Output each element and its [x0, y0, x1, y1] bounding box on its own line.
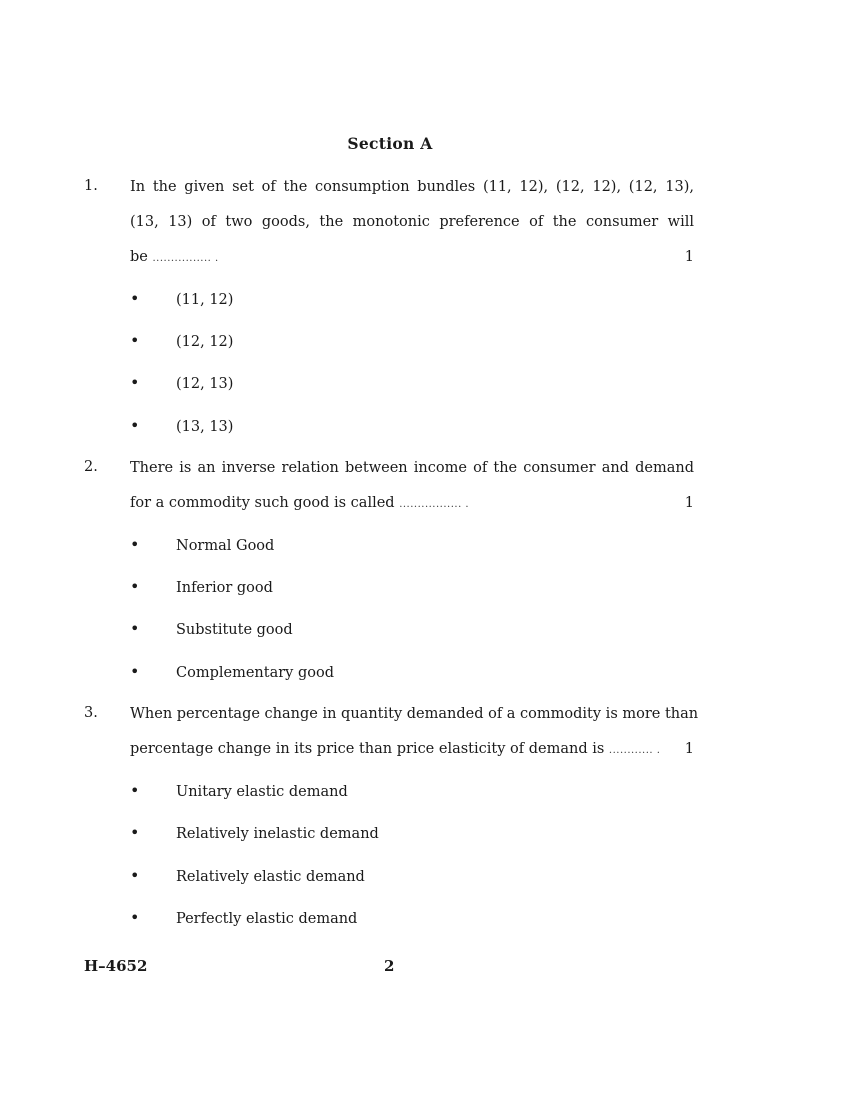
option-label: Unitary elastic demand [176, 784, 348, 800]
question-1-option-3 [130, 373, 233, 394]
question-2-option-3 [130, 619, 293, 640]
question-3-option-1 [130, 781, 348, 802]
question-2-option-1 [130, 535, 274, 556]
question-1-line-1: In the given set of the consumption bundles (11, 12), (12, 12), (12, 13), [130, 179, 694, 195]
question-1-marks: 1 [684, 249, 694, 265]
question-3-marks: 1 [684, 741, 694, 757]
question-1-option-4 [130, 416, 233, 437]
section-title: Section A [347, 134, 433, 153]
option-label: (12, 13) [176, 376, 234, 392]
question-2-last-line-words: for a commodity such good is called [130, 495, 395, 511]
option-label: Normal Good [176, 538, 275, 554]
question-2-number: 2. [84, 459, 98, 475]
question-1-option-2 [130, 331, 233, 352]
answer-blank: ................ . [152, 253, 219, 264]
bullet-icon: • [130, 577, 140, 596]
option-label: (13, 13) [176, 419, 234, 435]
question-2-option-4 [130, 662, 334, 683]
option-label: (12, 12) [176, 334, 234, 350]
bullet-icon: • [130, 866, 140, 885]
question-1-number: 1. [84, 178, 98, 194]
question-3-number: 3. [84, 705, 98, 721]
question-1-option-1 [130, 289, 233, 310]
paper-code: H–4652 [84, 957, 148, 975]
question-1-last-line [130, 247, 694, 269]
bullet-icon: • [130, 373, 140, 392]
question-2-option-2 [130, 577, 273, 598]
option-label: (11, 12) [176, 292, 234, 308]
option-label: Complementary good [176, 665, 334, 681]
question-3-last-line [130, 739, 694, 761]
bullet-icon: • [130, 416, 140, 435]
question-2-line-1: There is an inverse relation between income of the consumer and demand [130, 460, 694, 476]
page-number: 2 [384, 957, 395, 975]
question-2-marks: 1 [684, 495, 694, 511]
option-label: Substitute good [176, 622, 293, 638]
bullet-icon: • [130, 289, 140, 308]
answer-blank: ................. . [399, 499, 470, 510]
option-label: Inferior good [176, 580, 273, 596]
option-label: Perfectly elastic demand [176, 911, 358, 927]
bullet-icon: • [130, 662, 140, 681]
question-1-last-line-text [130, 247, 219, 269]
question-3-last-line-words: percentage change in its price than price elasticity of demand is [130, 741, 605, 757]
question-3-option-2 [130, 823, 379, 844]
bullet-icon: • [130, 823, 140, 842]
option-label: Relatively elastic demand [176, 869, 365, 885]
question-3-option-3 [130, 866, 365, 887]
question-1-last-line-words: be [130, 249, 148, 265]
option-label: Relatively inelastic demand [176, 826, 379, 842]
bullet-icon: • [130, 908, 140, 927]
question-1-line-2: (13, 13) of two goods, the monotonic preference of the consumer will [130, 214, 694, 230]
bullet-icon: • [130, 331, 140, 350]
question-2-last-line [130, 493, 694, 515]
question-3-line-1: When percentage change in quantity demanded of a commodity is more than [130, 706, 699, 722]
question-2-last-line-text [130, 493, 469, 515]
bullet-icon: • [130, 781, 140, 800]
bullet-icon: • [130, 535, 140, 554]
question-3-last-line-text [130, 739, 660, 761]
answer-blank: ............ . [608, 745, 661, 756]
bullet-icon: • [130, 619, 140, 638]
question-3-option-4 [130, 908, 357, 929]
